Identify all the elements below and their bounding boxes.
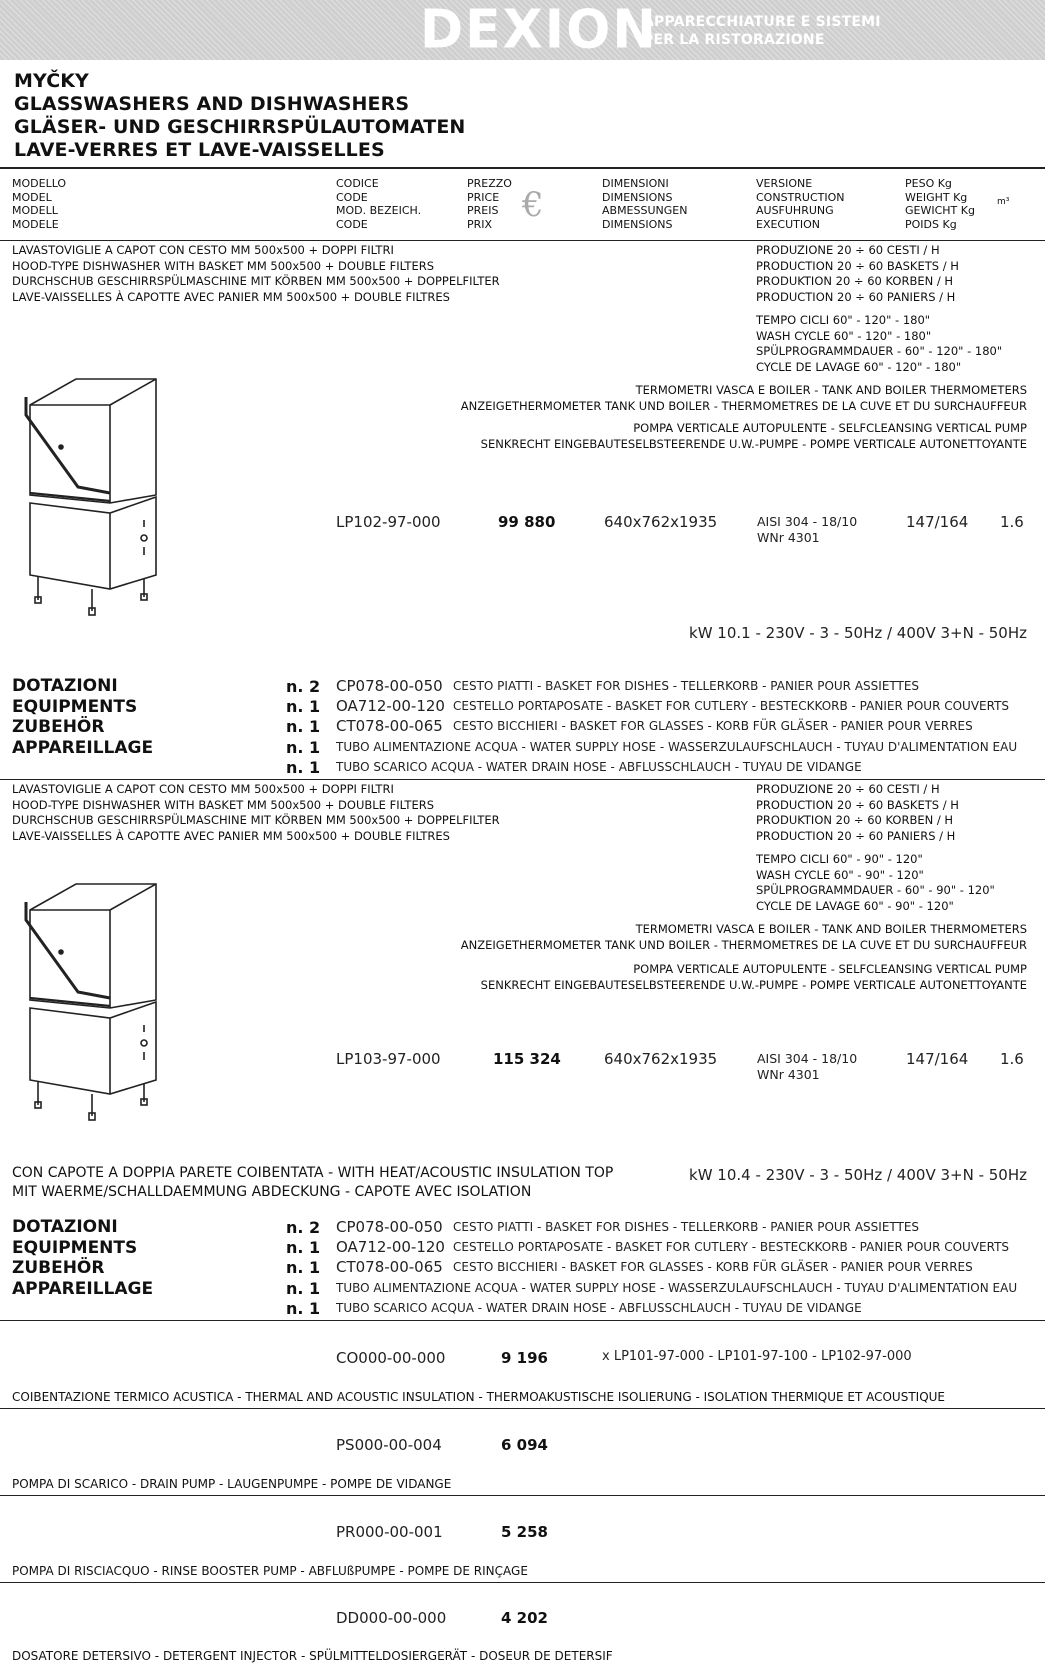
- equipment-1-code: CP078-00-050: [336, 677, 443, 695]
- accessory-4-price: 4 202: [501, 1609, 548, 1627]
- product-2-dimensions: 640x762x1935: [604, 1050, 718, 1068]
- product-2-pump: POMPA VERTICALE AUTOPULENTE - SELFCLEANSING VERTICAL PUMP SENKRECHT EINGEBAUTESELBSTEERENDE U.W.-PUMPE - POMPE VERTICALE AUTONETTOYANTE: [480, 962, 1027, 992]
- tagline-1: APPARECCHIATURE E SISTEMI: [643, 14, 881, 30]
- equipment-3-desc: CESTO BICCHIERI - BASKET FOR GLASSES - KORB FÜR GLÄSER - PANIER POUR VERRES: [453, 719, 973, 733]
- accessory-2-code: PS000-00-004: [336, 1436, 442, 1454]
- accessory-3-price: 5 258: [501, 1523, 548, 1541]
- product-1-price: 99 880: [498, 513, 556, 531]
- equipment-2-qty: n. 1: [286, 697, 321, 716]
- equipment-1-desc: CESTO PIATTI - BASKET FOR DISHES - TELLERKORB - PANIER POUR ASSIETTES: [453, 1220, 920, 1234]
- col-weight: PESO Kg WEIGHT Kg GEWICHT Kg POIDS Kg: [905, 177, 975, 231]
- equipment-2-desc: CESTELLO PORTAPOSATE - BASKET FOR CUTLERY - BESTECKKORB - PANIER POUR COUVERTS: [453, 699, 1010, 713]
- product-1-production: PRODUZIONE 20 ÷ 60 CESTI / H PRODUCTION 20 ÷ 60 BASKETS / H PRODUKTION 20 ÷ 60 KORBEN / H PRODUCTION 20 ÷ 60 PANIERS / H: [756, 243, 959, 304]
- product-1-dimensions: 640x762x1935: [604, 513, 718, 531]
- equipment-1-qty: n. 2: [286, 677, 321, 696]
- product-1-volume: 1.6: [1000, 513, 1024, 531]
- equipment-3-code: CT078-00-065: [336, 717, 443, 735]
- accessory-3-code: PR000-00-001: [336, 1523, 443, 1541]
- product-1-cycles: TEMPO CICLI 60" - 120" - 180" WASH CYCLE 60" - 120" - 180" SPÜLPROGRAMMDAUER - 60" - 120" - 180" CYCLE DE LAVAGE 60" - 120" - 180": [756, 313, 1003, 374]
- divider: [0, 1320, 1045, 1321]
- equipment-title-1: DOTAZIONI EQUIPMENTS ZUBEHÖR APPAREILLAGE: [12, 676, 154, 758]
- product-2-cycles: TEMPO CICLI 60" - 90" - 120" WASH CYCLE 60" - 90" - 120" SPÜLPROGRAMMDAUER - 60" - 90" - 120" CYCLE DE LAVAGE 60" - 90" - 120": [756, 852, 995, 913]
- dishwasher-image-2: [16, 880, 166, 1125]
- divider: [0, 1582, 1045, 1583]
- euro-icon: €: [522, 185, 544, 225]
- product-1-description: LAVASTOVIGLIE A CAPOT CON CESTO MM 500x500 + DOPPI FILTRI HOOD-TYPE DISHWASHER WITH BASKET MM 500x500 + DOUBLE FILTERS DURCHSCHUB GESCHIRRSPÜLMASCHINE MIT KÖRBEN MM 500x500 + DOPPELFILTER LAVE-VAISSELLES À CAPOTTE AVEC PANIER MM 500x500 + DOUBLE FILTRES: [12, 243, 500, 304]
- equipment-5-qty: n. 1: [286, 1299, 321, 1318]
- accessory-1-code: CO000-00-000: [336, 1349, 446, 1367]
- equipment-4-desc: TUBO ALIMENTAZIONE ACQUA - WATER SUPPLY HOSE - WASSERZULAUFSCHLAUCH - TUYAU D'ALIMENTATION EAU: [336, 1281, 1018, 1295]
- divider: [0, 779, 1045, 780]
- product-2-weight: 147/164: [906, 1050, 969, 1068]
- product-1-material-2: WNr 4301: [757, 530, 820, 545]
- accessory-4-desc: DOSATORE DETERSIVO - DETERGENT INJECTOR - SPÜLMITTELDOSIERGERÄT - DOSEUR DE DETERSIF: [12, 1649, 613, 1663]
- equipment-1-code: CP078-00-050: [336, 1218, 443, 1236]
- tagline-2: PER LA RISTORAZIONE: [643, 32, 825, 48]
- accessory-3-desc: POMPA DI RISCIACQUO - RINSE BOOSTER PUMP - ABFLUßPUMPE - POMPE DE RINÇAGE: [12, 1564, 528, 1578]
- divider: [0, 1495, 1045, 1496]
- accessory-2-price: 6 094: [501, 1436, 548, 1454]
- product-2-note: CON CAPOTE A DOPPIA PARETE COIBENTATA - WITH HEAT/ACOUSTIC INSULATION TOP MIT WAERME/SCHALLDAEMMUNG ABDECKUNG - CAPOTE AVEC ISOLATION: [12, 1165, 614, 1200]
- accessory-2-desc: POMPA DI SCARICO - DRAIN PUMP - LAUGENPUMPE - POMPE DE VIDANGE: [12, 1477, 452, 1491]
- divider: [0, 167, 1045, 169]
- divider: [0, 1408, 1045, 1409]
- equipment-1-desc: CESTO PIATTI - BASKET FOR DISHES - TELLERKORB - PANIER POUR ASSIETTES: [453, 679, 920, 693]
- col-price: PREZZO PRICE PREIS PRIX: [467, 177, 512, 231]
- equipment-4-qty: n. 1: [286, 738, 321, 757]
- product-2-price: 115 324: [493, 1050, 561, 1068]
- accessory-4-code: DD000-00-000: [336, 1609, 447, 1627]
- product-2-power: kW 10.4 - 230V - 3 - 50Hz / 400V 3+N - 50Hz: [689, 1166, 1027, 1184]
- equipment-5-qty: n. 1: [286, 758, 321, 777]
- equipment-3-desc: CESTO BICCHIERI - BASKET FOR GLASSES - KORB FÜR GLÄSER - PANIER POUR VERRES: [453, 1260, 973, 1274]
- col-code: CODICE CODE MOD. BEZEICH. CODE: [336, 177, 422, 231]
- product-2-thermometers: TERMOMETRI VASCA E BOILER - TANK AND BOILER THERMOMETERS ANZEIGETHERMOMETER TANK UND BOILER - THERMOMETRES DE LA CUVE ET DU SURCHAUFFEUR: [460, 922, 1027, 952]
- category-title-cz: MYČKY: [14, 70, 89, 92]
- product-2-material-2: WNr 4301: [757, 1067, 820, 1082]
- product-1-power: kW 10.1 - 230V - 3 - 50Hz / 400V 3+N - 50Hz: [689, 624, 1027, 642]
- product-1-weight: 147/164: [906, 513, 969, 531]
- equipment-3-code: CT078-00-065: [336, 1258, 443, 1276]
- accessory-1-compat: x LP101-97-000 - LP101-97-100 - LP102-97-000: [602, 1349, 912, 1364]
- product-2-volume: 1.6: [1000, 1050, 1024, 1068]
- equipment-2-code: OA712-00-120: [336, 697, 445, 715]
- equipment-3-qty: n. 1: [286, 717, 321, 736]
- equipment-2-code: OA712-00-120: [336, 1238, 445, 1256]
- product-2-material: AISI 304 - 18/10: [757, 1051, 858, 1066]
- brand-logo: DEXION: [420, 0, 658, 61]
- equipment-5-desc: TUBO SCARICO ACQUA - WATER DRAIN HOSE - ABFLUSSCHLAUCH - TUYAU DE VIDANGE: [336, 760, 862, 774]
- divider: [0, 240, 1045, 241]
- product-2-description: LAVASTOVIGLIE A CAPOT CON CESTO MM 500x500 + DOPPI FILTRI HOOD-TYPE DISHWASHER WITH BASKET MM 500x500 + DOUBLE FILTERS DURCHSCHUB GESCHIRRSPÜLMASCHINE MIT KÖRBEN MM 500x500 + DOPPELFILTER LAVE-VAISSELLES À CAPOTTE AVEC PANIER MM 500x500 + DOUBLE FILTRES: [12, 782, 500, 843]
- equipment-2-desc: CESTELLO PORTAPOSATE - BASKET FOR CUTLERY - BESTECKKORB - PANIER POUR COUVERTS: [453, 1240, 1010, 1254]
- product-2-code: LP103-97-000: [336, 1050, 441, 1068]
- equipment-4-qty: n. 1: [286, 1279, 321, 1298]
- category-title-en: GLASSWASHERS AND DISHWASHERS: [14, 93, 410, 115]
- col-dimensions: DIMENSIONI DIMENSIONS ABMESSUNGEN DIMENSIONS: [602, 177, 688, 231]
- col-model: MODELLO MODEL MODELL MODELE: [12, 177, 67, 231]
- equipment-1-qty: n. 2: [286, 1218, 321, 1237]
- accessory-1-desc: COIBENTAZIONE TERMICO ACUSTICA - THERMAL AND ACOUSTIC INSULATION - THERMOAKUSTISCHE ISOLIERUNG - ISOLATION THERMIQUE ET ACOUSTIQUE: [12, 1390, 946, 1404]
- equipment-5-desc: TUBO SCARICO ACQUA - WATER DRAIN HOSE - ABFLUSSCHLAUCH - TUYAU DE VIDANGE: [336, 1301, 862, 1315]
- equipment-2-qty: n. 1: [286, 1238, 321, 1257]
- product-1-thermometers: TERMOMETRI VASCA E BOILER - TANK AND BOILER THERMOMETERS ANZEIGETHERMOMETER TANK UND BOILER - THERMOMETRES DE LA CUVE ET DU SURCHAUFFEUR: [460, 383, 1027, 413]
- equipment-3-qty: n. 1: [286, 1258, 321, 1277]
- accessory-1-price: 9 196: [501, 1349, 548, 1367]
- dishwasher-image-1: [16, 375, 166, 620]
- equipment-title-2: DOTAZIONI EQUIPMENTS ZUBEHÖR APPAREILLAGE: [12, 1217, 154, 1299]
- product-1-pump: POMPA VERTICALE AUTOPULENTE - SELFCLEANSING VERTICAL PUMP SENKRECHT EINGEBAUTESELBSTEERENDE U.W.-PUMPE - POMPE VERTICALE AUTONETTOYANTE: [480, 421, 1027, 451]
- product-1-code: LP102-97-000: [336, 513, 441, 531]
- col-volume: m³: [997, 197, 1010, 207]
- equipment-4-desc: TUBO ALIMENTAZIONE ACQUA - WATER SUPPLY HOSE - WASSERZULAUFSCHLAUCH - TUYAU D'ALIMENTATION EAU: [336, 740, 1018, 754]
- product-1-material: AISI 304 - 18/10: [757, 514, 858, 529]
- category-title-fr: LAVE-VERRES ET LAVE-VAISSELLES: [14, 139, 385, 161]
- col-version: VERSIONE CONSTRUCTION AUSFUHRUNG EXECUTION: [756, 177, 845, 231]
- product-2-production: PRODUZIONE 20 ÷ 60 CESTI / H PRODUCTION 20 ÷ 60 BASKETS / H PRODUKTION 20 ÷ 60 KORBEN / H PRODUCTION 20 ÷ 60 PANIERS / H: [756, 782, 959, 843]
- category-title-de: GLÄSER- UND GESCHIRRSPÜLAUTOMATEN: [14, 116, 466, 138]
